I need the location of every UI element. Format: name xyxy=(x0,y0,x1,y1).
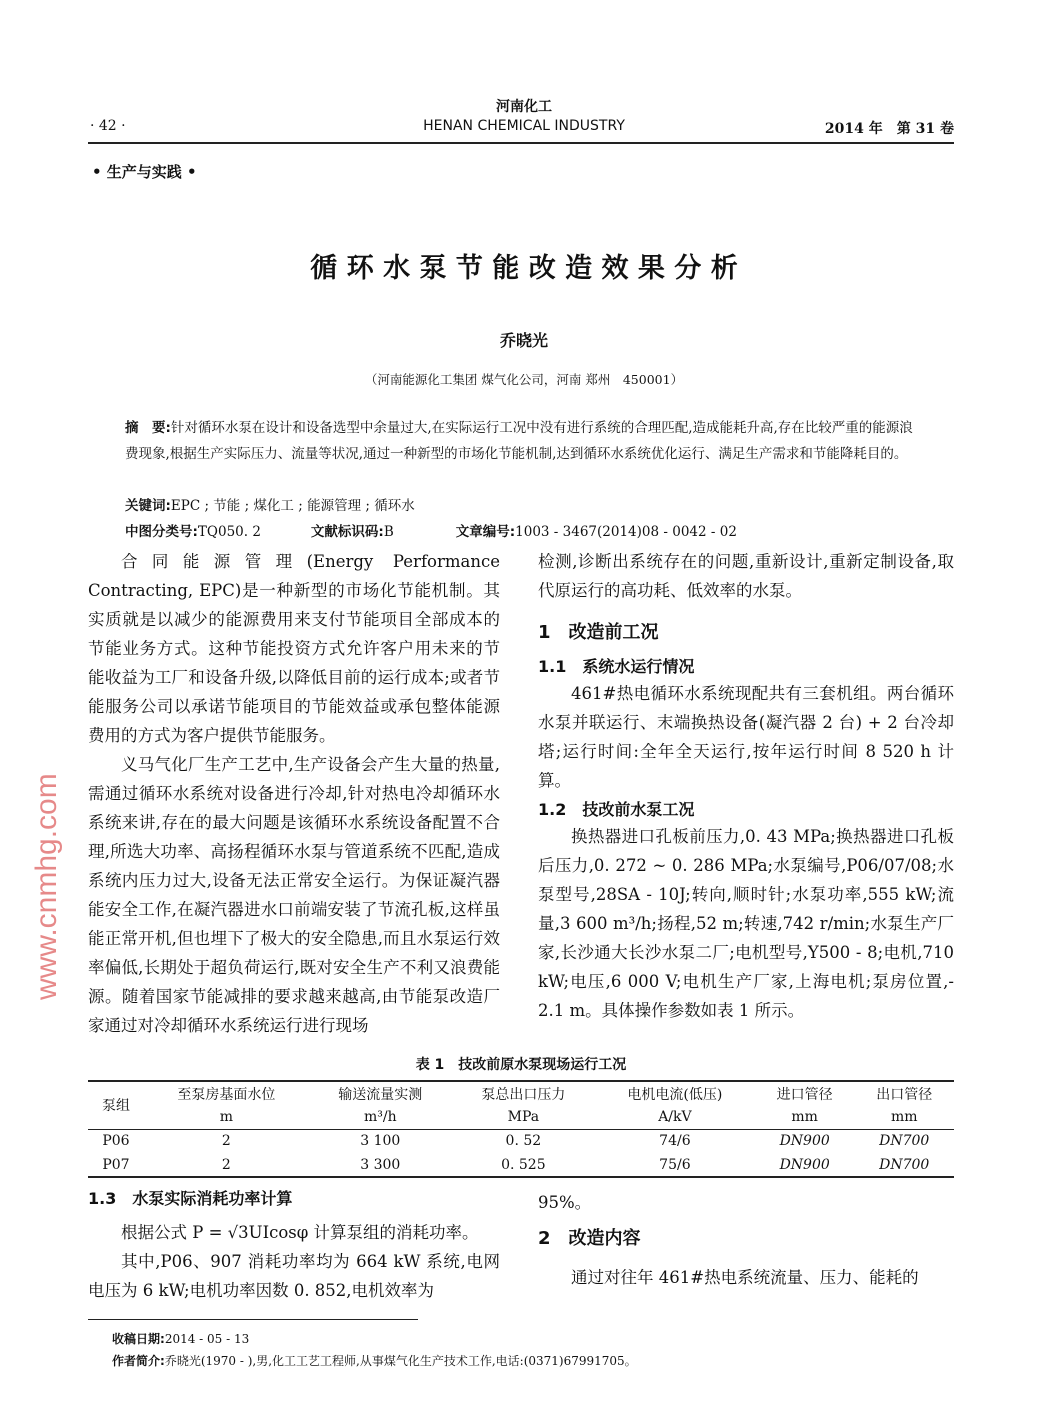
table-cell: DN900 xyxy=(779,1156,830,1173)
table-header: 泵组 xyxy=(101,1098,130,1115)
table-row xyxy=(88,1129,954,1153)
table-cell: 3 300 xyxy=(360,1156,401,1173)
table-cell: 0. 52 xyxy=(505,1133,542,1150)
right-column xyxy=(538,547,954,1025)
table-cell: DN900 xyxy=(779,1133,830,1150)
table-cell: 2 xyxy=(221,1133,231,1150)
watermark: www.cnmhg.com xyxy=(30,773,63,1000)
section-heading: 2 改造内容 xyxy=(538,1228,641,1249)
table-cell: 74/6 xyxy=(659,1133,691,1150)
affiliation: （河南能源化工集团 煤气化公司，河南 郑州 450001） xyxy=(364,372,684,387)
issue-info: 2014 年 第 31 卷 xyxy=(824,121,954,137)
paragraph: 检测,诊断出系统存在的问题,重新设计,重新定制设备,取代原运行的高功耗、低效率的水泵。 xyxy=(538,552,954,600)
table-header: 电机电流(低压) xyxy=(627,1086,723,1103)
formula-paragraph: 根据公式 P = √3UIcosφ 计算泵组的消耗功率。 xyxy=(121,1223,479,1242)
paragraph: 通过对往年 461#热电系统流量、压力、能耗的 xyxy=(571,1268,919,1287)
table-cell: 3 100 xyxy=(360,1133,401,1150)
table-unit: m xyxy=(219,1108,234,1125)
header-rule xyxy=(88,142,954,144)
table-header: 输送流量实测 xyxy=(338,1086,423,1103)
lower-left-column xyxy=(88,1188,500,1305)
table-cell: 75/6 xyxy=(659,1156,691,1173)
background-paragraph: 义马气化厂生产工艺中,生产设备会产生大量的热量,需通过循环水系统对设备进行冷却,针对热电冷却循环水系统来讲,存在的最大问题是该循环水系统设备配置不合理,所选大功率、高扬程循环水泵与管道系统不匹配,造成系统内压力过大,设备无法正常安全运行。为保证凝汽器能安全工作,在凝汽器进水口前端安装了节流孔板,这样虽能正常开机,但也埋下了极大的安全隐患,而且水泵运行效率偏低,长期处于超负荷运行,既对安全生产不利又浪费能源。随着国家节能减排的要求越来越高,由节能泵改造厂家通过对冷却循环水系统运行进行现场 xyxy=(88,755,500,1035)
page-number: · 42 · xyxy=(90,118,126,134)
paragraph: 461#热电循环水系统现配共有三套机组。两台循环水泵并联运行、末端换热设备(凝汽器 2 台) + 2 台冷却塔;运行时间:全年全天运行,按年运行时间 8 520 h 计算。 xyxy=(538,684,954,790)
table-header: 泵总出口压力 xyxy=(481,1086,566,1103)
abstract: 摘 要:针对循环水泵在设计和设备选型中余量过大,在实际运行工况中没有进行系统的合理匹配,造成能耗升高,存在比较严重的能源浪费现象,根据生产实际压力、流量等状况,通过一种新型的市场化节能机制,达到循环水系统优化运行、满足生产需求和节能降耗目的。 xyxy=(125,420,913,462)
data-table xyxy=(88,1080,954,1178)
author: 乔晓光 xyxy=(499,331,548,350)
table-unit: m³/h xyxy=(363,1108,397,1125)
author-bio: 作者简介:乔晓光(1970 - ),男,化工工艺工程师,从事煤气化生产技术工作,电话:(0371)67991705。 xyxy=(112,1354,637,1368)
paragraph: 换热器进口孔板前压力,0. 43 MPa;换热器进口孔板后压力,0. 272 ~ 0. 286 MPa;水泵编号,P06/07/08;水泵型号,28SA - 10J;转向,顺时针;水泵功率,555 kW;流量,3 600 m³/h;扬程,52 m;转速,742 r/min;水泵生产厂家,长沙通大长沙水泵二厂;电机型号,Y500 - 8;电机,710 kW;电压,6 000 V;电机生产厂家,上海电机;泵房位置,- 2.1 m。具体操作参数如表 1 所示。 xyxy=(538,827,954,1020)
table-cell: DN700 xyxy=(879,1156,930,1173)
article-title: 循 环 水 泵 节 能 改 造 效 果 分 析 xyxy=(310,253,738,284)
table-header: 出口管径 xyxy=(876,1086,933,1103)
table-unit: mm xyxy=(890,1108,918,1125)
table-cell: 2 xyxy=(221,1156,231,1173)
subsection-heading: 1.3 水泵实际消耗功率计算 xyxy=(88,1189,293,1208)
paragraph: 其中,P06、907 消耗功率均为 664 kW 系统,电网电压为 6 kW;电机功率因数 0. 852,电机效率为 xyxy=(88,1252,500,1300)
journal-name-en: HENAN CHEMICAL INDUSTRY xyxy=(423,118,625,134)
table-unit: MPa xyxy=(507,1108,540,1125)
keywords: 关键词:EPC ; 节能 ; 煤化工 ; 能源管理 ; 循环水 xyxy=(125,498,415,514)
table-row xyxy=(88,1153,954,1177)
table-cell: 0. 525 xyxy=(501,1156,546,1173)
paragraph: 95%。 xyxy=(538,1193,592,1212)
table-cell: DN700 xyxy=(879,1133,930,1150)
table-header: 进口管径 xyxy=(776,1086,833,1103)
table-unit: mm xyxy=(791,1108,818,1125)
table-cell: P06 xyxy=(102,1133,130,1150)
table-cell: P07 xyxy=(102,1156,130,1173)
table-caption: 表 1 技改前原水泵现场运行工况 xyxy=(415,1057,627,1073)
subsection-heading: 1.1 系统水运行情况 xyxy=(538,657,695,676)
footnote-rule xyxy=(88,1319,418,1320)
table-header: 至泵房基面水位 xyxy=(177,1086,276,1103)
received-date: 收稿日期:2014 - 05 - 13 xyxy=(112,1332,250,1346)
section-heading: 1 改造前工况 xyxy=(538,622,659,643)
classification: 中图分类号:TQ050. 2 文献标识码:B 文章编号:1003 - 3467(2014)08 - 0042 - 02 xyxy=(125,524,737,540)
journal-name-cn: 河南化工 xyxy=(496,99,552,115)
intro-paragraph: 合同能源管理(Energy Performance Contracting, EPC)是一种新型的市场化节能机制。其实质就是以减少的能源费用来支付节能项目全部成本的节能业务方式。这种节能投资方式允许客户用未来的节能收益为工厂和设备升级,以降低目前的运行成本;或者节能服务公司以承诺节能项目的节能效益或承包整体能源费用的方式为客户提供节能服务。 xyxy=(88,552,500,745)
lower-right-column xyxy=(538,1188,954,1292)
column-label: • 生产与实践 • xyxy=(92,163,197,181)
article-body xyxy=(88,547,954,1372)
left-column xyxy=(88,547,500,1040)
table-unit: A/kV xyxy=(658,1108,692,1125)
subsection-heading: 1.2 技改前水泵工况 xyxy=(538,800,695,819)
